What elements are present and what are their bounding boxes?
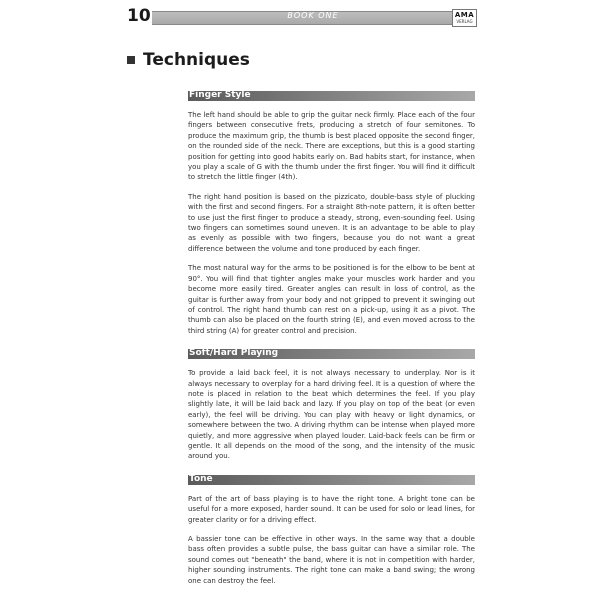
paragraph: The right hand position is based on the pizzicato, double-bass style of plucking with the first and second fingers. For a straight 8th-note pattern, it is often better to use just the first finger to produce a steady, strong, even-sounding feel. Using two fingers can sometimes sound uneven. It is an advantage to be able to play as evenly as possible with two fingers, because you do not want a great difference between the volume and tone produced by each finger. — [188, 192, 475, 253]
subsection-title: Finger Style — [189, 90, 251, 100]
subsection-title: Soft/Hard Playing — [189, 348, 279, 359]
heading-bullet-icon — [127, 56, 135, 64]
subsection-header-soft-hard-playing — [188, 349, 475, 359]
paragraph: A bassier tone can be effective in other ways. In the same way that a double bass often provides a subtle pulse, the bass guitar can have a similar role. The sound comes out "beneath" the band, where it is not in competition with harder, higher sounding instruments. The right tone can make a band swing; the wrong one can destroy the feel. — [188, 535, 475, 585]
section-heading — [127, 50, 250, 70]
logo-main-text: AMA — [454, 11, 475, 19]
subsection-title: Tone — [189, 473, 213, 484]
subsection-header-finger-style — [188, 91, 475, 101]
page-number: 10 — [127, 6, 151, 26]
subsection-header-tone — [188, 475, 475, 485]
paragraph: The most natural way for the arms to be positioned is for the elbow to be bent at 90°. You will find that tighter angles make your muscles work harder and you become more easily tired. Greater angles can result in loss of control, as the guitar is further away from your body and not gripped to prevent it swinging out of control. The right hand thumb can rest on a pick-up, using it as a pivot. The thumb can also be placed on the fourth string (E), and even moved across to the third string (A) for greater control and precision. — [188, 264, 475, 335]
header-bar — [152, 11, 474, 25]
section-title: Techniques — [143, 50, 250, 70]
paragraph: Part of the art of bass playing is to have the right tone. A bright tone can be useful for a more exposed, harder sound. It can be used for solo or lead lines, for greater clarity or for a driving effect. — [188, 494, 475, 524]
logo-sub-text: VERLAG — [456, 19, 473, 24]
book-title: BOOK ONE — [287, 11, 339, 20]
paragraph: To provide a laid back feel, it is not always necessary to underplay. Nor is it always necessary to overplay for a hard driving feel. It is a question of where the note is placed in relation to the beat which determines the feel. If you play slightly late, it will be laid back and lazy. If you play on top of the beat (or even early), the feel will be driving. You can play with heavy or light dynamics, or somewhere between the two. A driving rhythm can be intense when played more quietly, and more aggressive when played louder. Laid-back feels can be firm or gentle. It all depends on the mood of the song, and the intensity of the music around you. — [188, 369, 475, 461]
paragraph: The left hand should be able to grip the guitar neck firmly. Place each of the four fingers between consecutive frets, producing a stretch of four semitones. To produce the maximum grip, the thumb is best placed opposite the second finger, on the rounded side of the neck. There are exceptions, but this is a good starting position for getting into good habits early on. Bad habits start, for instance, when you play a scale of G with the thumb under the first finger. You will find it difficult to stretch the little finger (4th). — [188, 111, 475, 182]
content-column — [188, 91, 475, 595]
publisher-logo — [452, 9, 477, 27]
